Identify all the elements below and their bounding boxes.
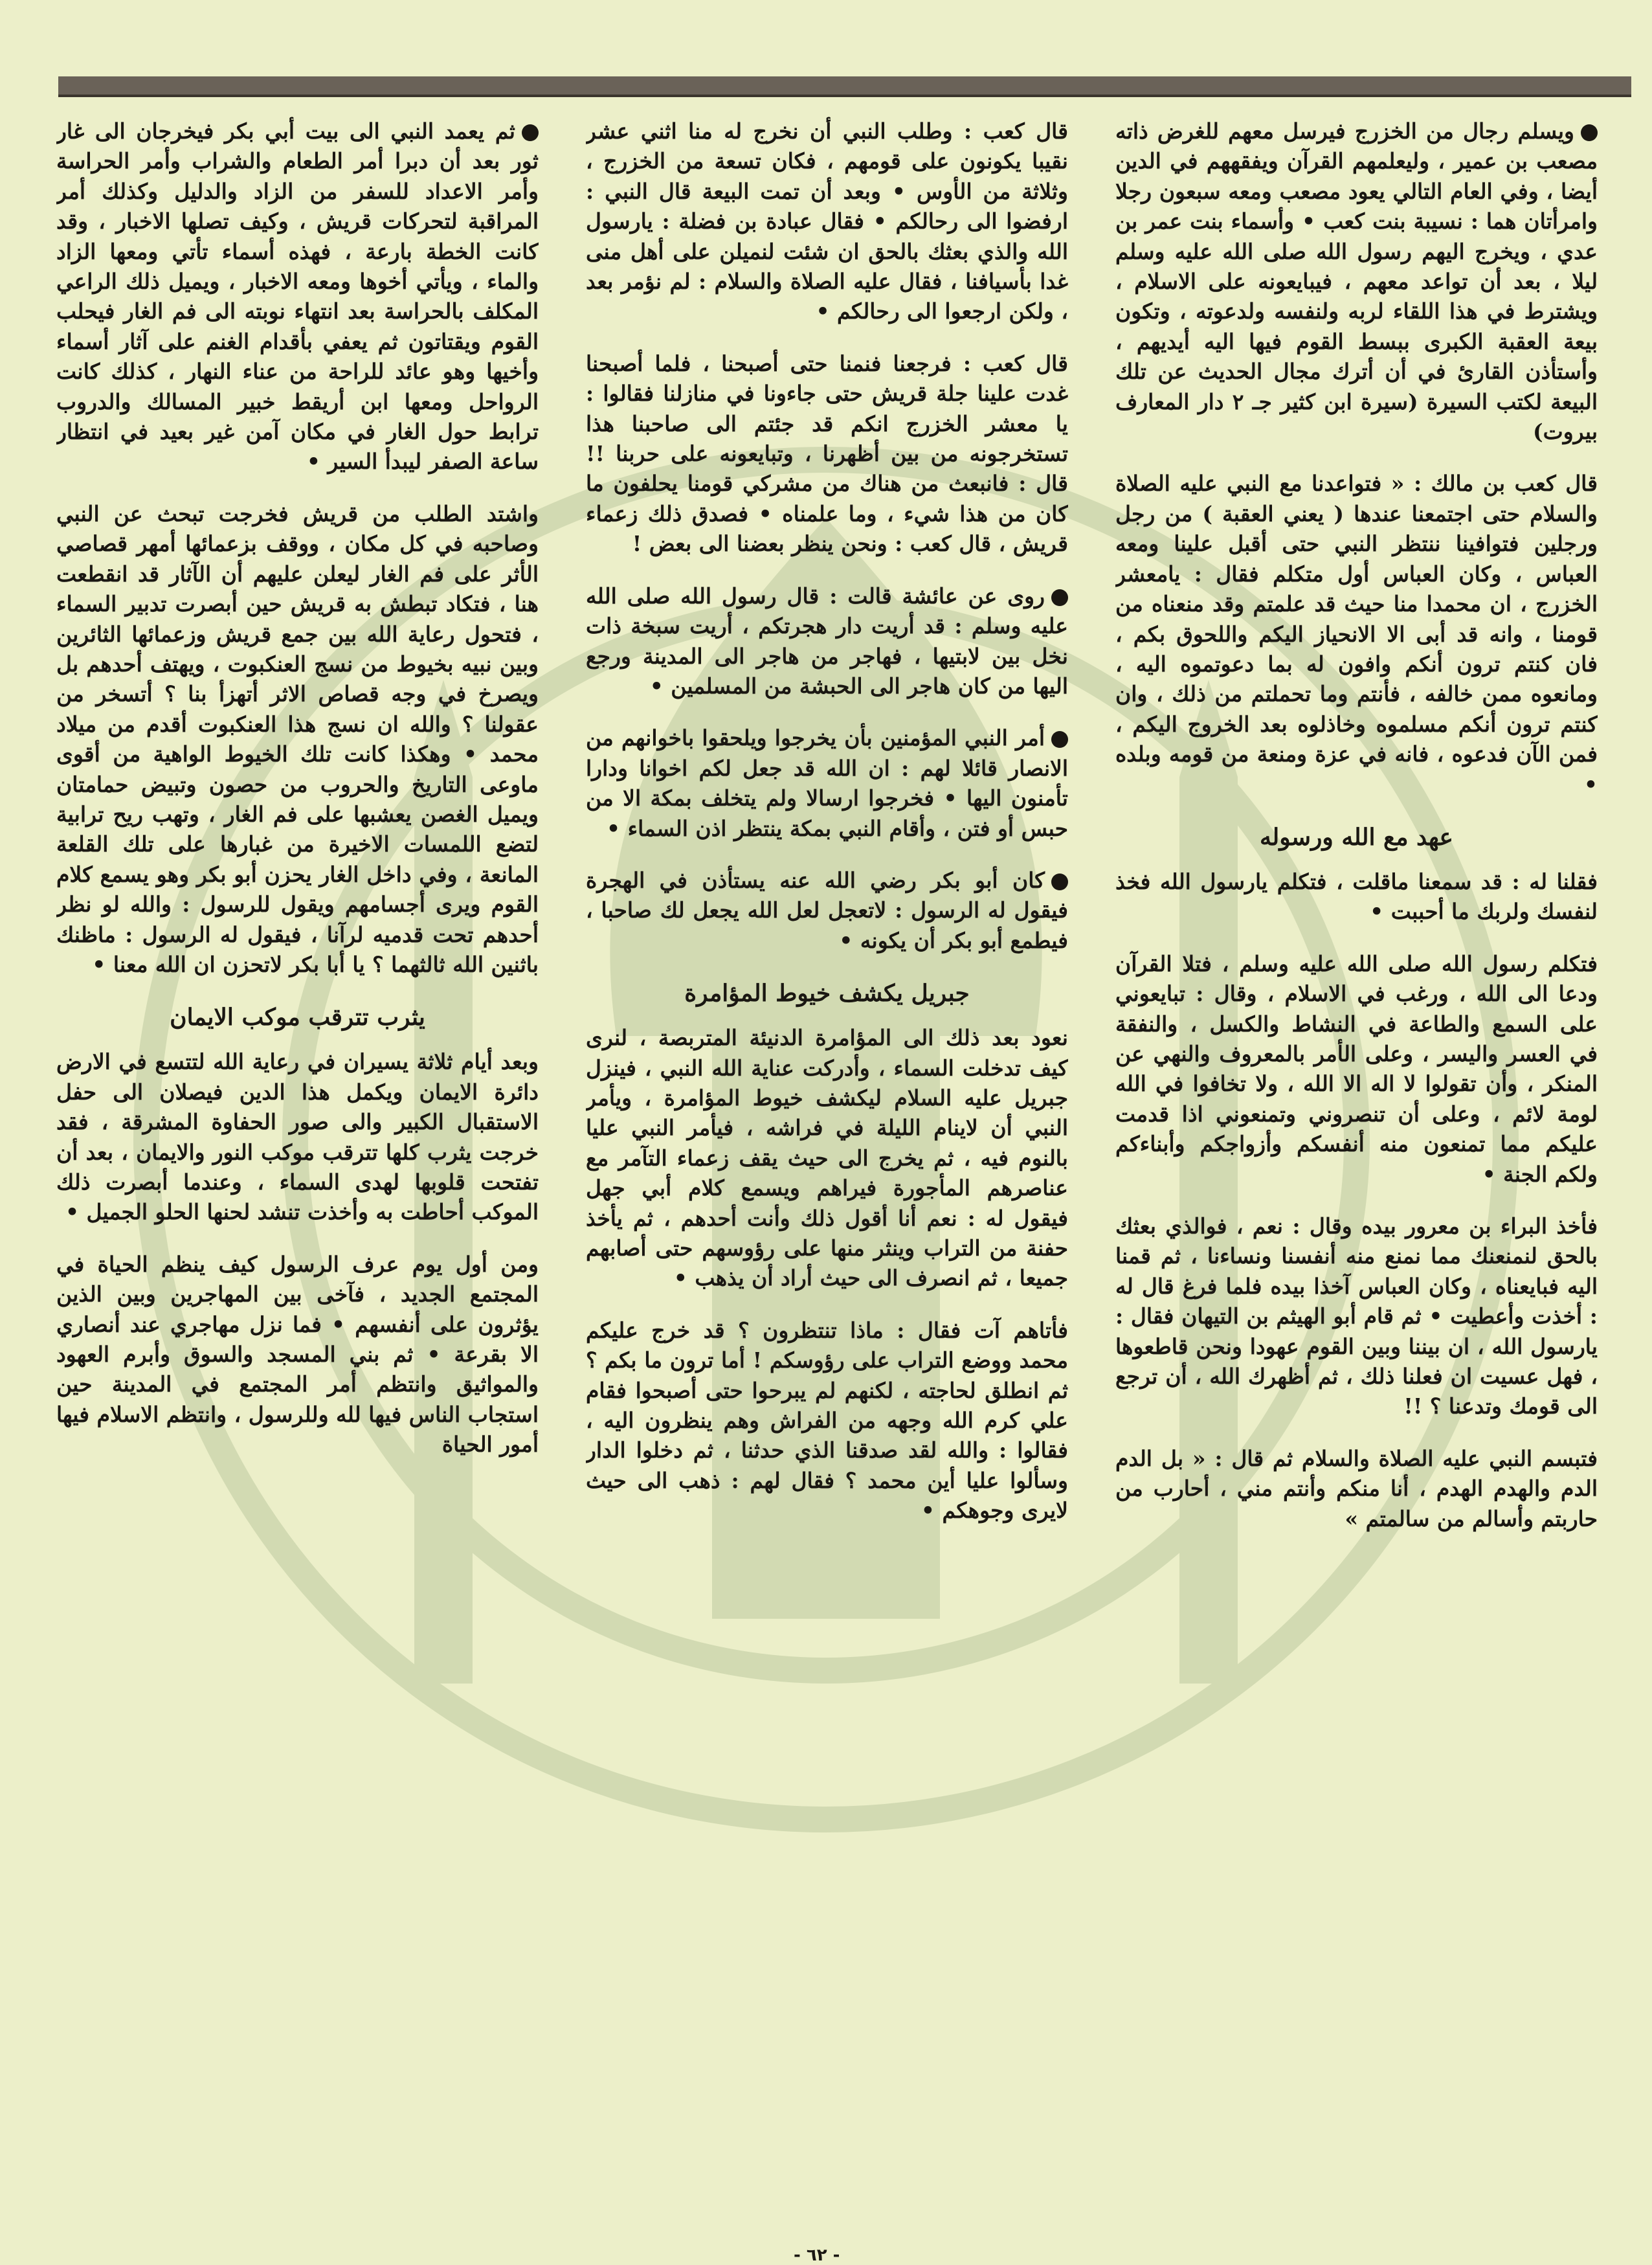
section-heading: عهد مع الله ورسوله xyxy=(1259,823,1453,851)
paragraph xyxy=(586,866,1068,956)
paragraph xyxy=(586,723,1068,844)
column-right xyxy=(1115,117,1598,2221)
column-left xyxy=(56,117,539,2221)
page-number: - ٦٢ - xyxy=(794,2246,840,2265)
bullet-icon xyxy=(1051,873,1068,890)
bullet-icon xyxy=(1581,124,1598,141)
paragraph xyxy=(56,117,539,477)
column-middle xyxy=(586,117,1068,2221)
paragraph xyxy=(1115,117,1598,447)
paragraph: قال كعب : فرجعنا فنمنا حتى أصبحنا ، فلما أصبحنا غدت علينا جلة قريش حتى جاءونا في منازلنا فقالوا : يا معشر الخزرج انكم قد جئتم الى صاحبنا هذا تستخرجونه من بين أظهرنا ، وتبايعونه على حربنا !! قال : فانبعث من هناك من مشركي قومنا يحلفون ما كان من هذا شيء ، وما علمناه • فصدق ذلك زعماء قريش ، قال كعب : ونحن ينظر بعضنا الى بعض ! xyxy=(586,350,1068,557)
paragraph xyxy=(586,581,1068,702)
paragraph: وبعد أيام ثلاثة يسيران في رعاية الله لتتسع في الارض دائرة الايمان ويكمل هذا الدين فيصلان الى حفل الاستقبال الكبير والى صور الحفاوة المشرقة ، فقد خرجت يثرب كلها تترقب موكب النور والايمان ، بعد أن تفتحت قلوبها لهدى السماء ، وعندما أبصرت ذلك الموكب أحاطت به وأخذت تنشد لحنها الحلو الجميل • xyxy=(56,1049,539,1225)
paragraph-text: ثم يعمد النبي الى بيت أبي بكر فيخرجان الى غار ثور بعد أن دبرا أمر الطعام والشراب وأمر الحراسة وأمر الاعداد للسفر من الزاد والدليل وكذلك أمر المراقبة لتحركات قريش ، وكيف تصلها الاخبار ، وقد كانت الخطة بارعة ، فهذه أسماء تأتي ومعها الزاد والماء ، ويأتي أخوها ومعه الاخبار ، ويميل ذلك الراعي المكلف بالحراسة بعد انتهاء نوبته الى فم الغار فيحلب القوم ويقتاتون ثم يعفي بأقدام الغنم على آثار أسماء وأخيها وهو عائد للراحة من عناء النهار ، كذلك كانت الرواحل ومعها ابن أريقط خبير المسالك والدروب ترابط حول الغار في مكان آمن غير بعيد في انتظار ساعة الصفر ليبدأ السير • xyxy=(56,118,539,475)
paragraph: قال كعب بن مالك : « فتواعدنا مع النبي عليه الصلاة والسلام حتى اجتمعنا عندها ( يعني العقبة ) من رجل ورجلين فتوافينا ننتظر النبي حتى أقبل علينا ومعه العباس ، وكان العباس أول متكلم فقال : يامعشر الخزرج ، ان محمدا منا حيث قد علمتم وقد منعناه من قومنا ، وانه قد أبى الا الانحياز اليكم واللحوق بكم ، فان كنتم ترون أنكم وافون له بما دعوتموه اليه ، ومانعوه ممن خالفه ، فأنتم وما تحملتم من ذلك ، وان كنتم ترون أنكم مسلموه وخاذلوه بعد الخروج اليكم ، فمن الآن فدعوه ، فانه في عزة ومنعة من قومه وبلده • xyxy=(1115,471,1598,797)
paragraph: ومن أول يوم عرف الرسول كيف ينظم الحياة في المجتمع الجديد ، فآخى بين المهاجرين وبين الذين يؤثرون على أنفسهم • فما نزل مهاجري عند أنصاري الا بقرعة • ثم بني المسجد والسوق وأبرم العهود والمواثيق وانتظم أمر المجتمع في المدينة حين استجاب الناس فيها لله وللرسول ، وانتظم الاسلام فيها أمور الحياة xyxy=(56,1251,539,1458)
bullet-icon xyxy=(1051,589,1068,606)
paragraph: فأتاهم آت فقال : ماذا تنتظرون ؟ قد خرج عليكم محمد ووضع التراب على رؤوسكم ! أما ترون ما بكم ؟ ثم انطلق لحاجته ، لكنهم لم يبرحوا حتى أصبحوا فقام علي كرم الله وجهه من الفراش وهم ينظرون اليه ، فقالوا : والله لقد صدقنا الذي حدثنا ، ثم دخلوا الدار وسألوا عليا أين محمد ؟ فقال لهم : ذهب الى حيث لايرى وجوهكم • xyxy=(586,1317,1068,1524)
bullet-icon xyxy=(1051,731,1068,748)
section-heading: جبريل يكشف خيوط المؤامرة xyxy=(684,980,970,1008)
paragraph: فقلنا له : قد سمعنا ماقلت ، فتكلم يارسول الله فخذ لنفسك ولربك ما أحببت • xyxy=(1115,868,1598,925)
paragraph-text: أمر النبي المؤمنين بأن يخرجوا ويلحقوا باخوانهم من الانصار قائلا لهم : ان الله قد جعل لكم اخوانا ودارا تأمنون اليها • فخرجوا ارسالا ولم يتخلف بمكة الا من حبس أو فتن ، وأقام النبي بمكة ينتظر اذن السماء • xyxy=(586,725,1068,841)
article-page xyxy=(57,117,1598,2227)
paragraph-text: ويسلم رجال من الخزرج فيرسل معهم للغرض ذاته مصعب بن عمير ، وليعلمهم القرآن ويفقههم في الدين أيضا ، وفي العام التالي يعود مصعب ومعه سبعون رجلا وامرأتان هما : نسيبة بنت كعب • وأسماء بنت عمر بن عدي ، ويخرج اليهم رسول الله صلى الله عليه وسلم ليلا ، بعد أن تواعد معهم ، فيبايعونه على الاسلام ، ويشترط في هذا اللقاء لربه ولنفسه ولدعوته ، وتكون بيعة العقبة الكبرى ببسط القوم فيها اليه أيديهم ، وأستأذن القارئ في أن أترك مجال الحديث عن تلك البيعة لكتب السيرة (سيرة ابن كثير جـ ٢ دار المعارف بيروت) xyxy=(1115,118,1598,445)
paragraph-text: روى عن عائشة قالت : قال رسول الله صلى الله عليه وسلم : قد أريت دار هجرتكم ، أريت سبخة ذات نخل بين لابتيها ، فهاجر من هاجر الى المدينة ورجع اليها من كان هاجر الى الحبشة من المسلمين • xyxy=(586,583,1068,699)
paragraph: فتكلم رسول الله صلى الله عليه وسلم ، فتلا القرآن ودعا الى الله ، ورغب في الاسلام ، وقال : تبايعوني على السمع والطاعة في النشاط والكسل ، والنفقة في العسر واليسر ، وعلى الأمر بالمعروف والنهي عن المنكر ، وأن تقولوا لا اله الا الله ، ولا تخافوا في الله لومة لائم ، وعلى أن تنصروني وتمنعوني اذا قدمت عليكم مما تمنعون منه أنفسكم وأزواجكم وأبناءكم ولكم الجنة • xyxy=(1115,951,1598,1187)
bullet-icon xyxy=(522,124,539,141)
paragraph: فأخذ البراء بن معرور بيده وقال : نعم ، فوالذي بعثك بالحق لنمنعنك مما نمنع منه أنفسنا ونساءنا ، ثم قمنا اليه فبايعناه ، وكان العباس آخذا بيده فلما فرغ قال له : أخذت وأعطيت • ثم قام أبو الهيثم بن التيهان فقال : يارسول الله ، ان بيننا وبين القوم عهودا ونحن قاطعوها ، فهل عسيت ان فعلنا ذلك ، ثم أظهرك الله ، أن ترجع الى قومك وتدعنا ؟ !! xyxy=(1115,1213,1598,1419)
section-heading: يثرب تترقب موكب الايمان xyxy=(170,1004,425,1031)
paragraph-text: كان أبو بكر رضي الله عنه يستأذن في الهجرة فيقول له الرسول : لاتعجل لعل الله يجعل لك صاحبا ، فيطمع أبو بكر أن يكونه • xyxy=(586,867,1068,953)
paragraph: واشتد الطلب من قريش فخرجت تبحث عن النبي وصاحبه في كل مكان ، ووقف بزعمائها أمهر قصاصي الأثر على فم الغار ليعلن عليهم أن الآثار قد انقطعت هنا ، فتكاد تبطش به قريش حين أبصرت تدبير السماء ، فتحول رعاية الله بين جمع قريش وزعمائها الثائرين وبين نبيه بخيوط من نسج العنكبوت ، ويهتف أحدهم بل ويصرخ في وجه قصاص الاثر أتهزأ بنا ؟ أتسخر من عقولنا ؟ والله ان نسج هذا العنكبوت أقدم من ميلاد محمد • وهكذا كانت تلك الخيوط الواهية من أقوى ماوعى التاريخ والحروب من حصون وتبيض حمامتان ويميل الغصن يعشبها على فم الغار ، وتهب ريح ترابية لتضع اللمسات الاخيرة من غبارها على تلك القلعة المانعة ، وفي داخل الغار يحزن أبو بكر وهو يسمع كلام القوم ويرى أجسامهم ويقول للرسول : والله لو نظر أحدهم تحت قدميه لرآنا ، فيقول له الرسول : ماظنك باثنين الله ثالثهما ؟ يا أبا بكر لاتحزن ان الله معنا • xyxy=(56,501,539,977)
paragraph: قال كعب : وطلب النبي أن نخرج له منا اثني عشر نقيبا يكونون على قومهم ، فكان تسعة من الخزرج ، وثلاثة من الأوس • وبعد أن تمت البيعة قال النبي : ارفضوا الى رحالكم • فقال عبادة بن فضلة : يارسول الله والذي بعثك بالحق ان شئت لنميلن على أهل منى غدا بأسيافنا ، فقال عليه الصلاة والسلام : لم نؤمر بعد ، ولكن ارجعوا الى رحالكم • xyxy=(586,118,1068,324)
paragraph: نعود بعد ذلك الى المؤامرة الدنيئة المتربصة ، لنرى كيف تدخلت السماء ، وأدركت عناية الله النبي ، فينزل جبريل عليه السلام ليكشف خيوط المؤامرة ، ويأمر النبي أن لاينام الليلة في فراشه ، فيأمر النبي عليا بالنوم فيه ، ثم يخرج الى حيث يقف زعماء التآمر مع عناصرهم المأجورة فيراهم ويسمع كلام أبي جهل فيقول له : نعم أنا أقول ذلك وأنت أحدهم ، ثم يأخذ حفنة من التراب وينثر منها على رؤوسهم حتى أصابهم جميعا ، ثم انصرف الى حيث أراد أن يذهب • xyxy=(586,1025,1068,1291)
paragraph: فتبسم النبي عليه الصلاة والسلام ثم قال : « بل الدم الدم والهدم الهدم ، أنا منكم وأنتم مني ، أحارب من حاربتم وأسالم من سالمتم » xyxy=(1115,1445,1598,1531)
top-decorative-bar xyxy=(58,76,1631,97)
